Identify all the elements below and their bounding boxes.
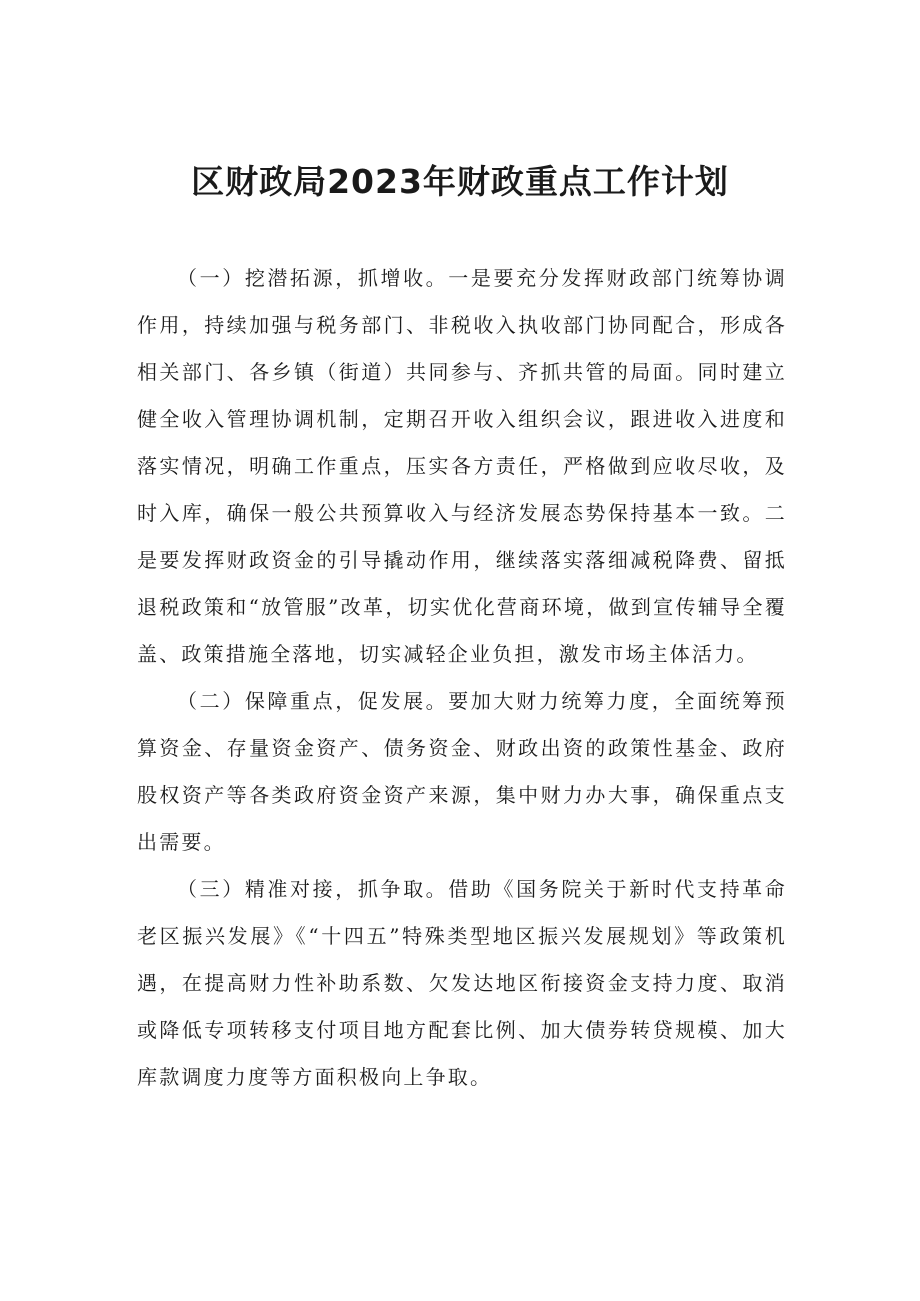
paragraph-2: （二）保障重点，促发展。要加大财力统筹力度，全面统筹预算资金、存量资金资产、债务资金、财政出资的政策性基金、政府股权资产等各类政府资金资产来源，集中财力办大事，确保重点支出需要。 xyxy=(137,689,787,854)
document-body xyxy=(137,255,787,1101)
document-title: 区财政局2023年财政重点工作计划 xyxy=(191,162,729,201)
paragraph-3: （三）精准对接，抓争取。借助《国务院关于新时代支持革命老区振兴发展》《“十四五”特殊类型地区振兴发展规划》等政策机遇，在提高财力性补助系数、欠发达地区衔接资金支持力度、取消或降低专项转移支付项目地方配套比例、加大债券转贷规模、加大库款调度力度等方面积极向上争取。 xyxy=(137,877,787,1089)
paragraph-1: （一）挖潜拓源，抓增收。一是要充分发挥财政部门统筹协调作用，持续加强与税务部门、非税收入执收部门协同配合，形成各相关部门、各乡镇（街道）共同参与、齐抓共管的局面。同时建立健全收入管理协调机制，定期召开收入组织会议，跟进收入进度和落实情况，明确工作重点，压实各方责任，严格做到应收尽收，及时入库，确保一般公共预算收入与经济发展态势保持基本一致。二是要发挥财政资金的引导撬动作用，继续落实落细减税降费、留抵退税政策和“放管服”改革，切实优化营商环境，做到宣传辅导全覆盖、政策措施全落地，切实减轻企业负担，激发市场主体活力。 xyxy=(137,266,787,666)
